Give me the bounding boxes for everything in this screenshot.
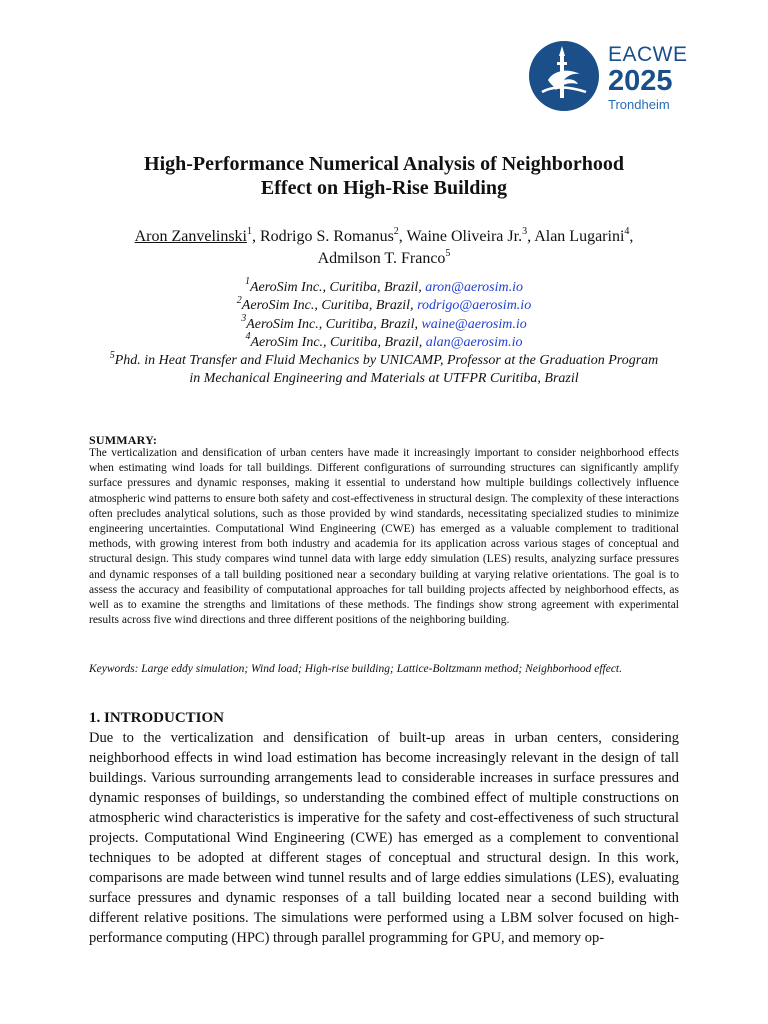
affil-text: AeroSim Inc., Curitiba, Brazil, xyxy=(241,298,418,314)
email-link[interactable]: rodrigo@aerosim.io xyxy=(417,298,532,314)
author-name: Rodrigo S. Romanus xyxy=(260,228,394,245)
summary-body: The verticalization and densification of urban centers have made it increasingly important to consider neighborhood effects when estimating wind loads for tall buildings. Different configurations of surrounding structures can significantly amplify surface pressures and dynamic responses, making it essential to understand how multiple buildings collectively influence atmospheric wind patterns to ensure both safety and cost-effectiveness in structural design. The complexity of these interactions often precludes analytical solutions, such as those provided by wind standards, necessitating specialized studies to minimize engineering uncertainties. Computational Wind Engineering (CWE) has emerged as a valuable complement to traditional methods, with growing interest from both industry and academia for its application across various stages of conceptual and structural design. This study compares wind tunnel data with large eddy simulation (LES) results, analyzing surface pressures and dynamic responses of a tall building positioned near a secondary building at varying relative orientations. The goal is to assess the accuracy and feasibility of computational approaches for tall building projects affected by neighborhood effects, as well as to examine the strengths and limitations of these methods. The findings show strong agreement with experimental results across five wind directions and three different positions of the neighboring building. xyxy=(89,447,679,627)
affiliation-item xyxy=(84,294,684,315)
logo-conference-name: EACWE xyxy=(608,43,688,66)
affil-marker: 2 xyxy=(236,294,242,306)
paper-title xyxy=(84,152,684,200)
affil-marker: 5 xyxy=(109,349,115,361)
email-link[interactable]: alan@aerosim.io xyxy=(425,334,523,350)
affil-text: Phd. in Heat Transfer and Fluid Mechanics by UNICAMP, Professor at the Graduation Program xyxy=(114,353,659,369)
author-separator: , xyxy=(398,228,407,245)
affiliation-item xyxy=(84,276,684,297)
affil-marker: 4 xyxy=(245,331,251,343)
affil-text: AeroSim Inc., Curitiba, Brazil, xyxy=(246,316,422,332)
introduction-body: Due to the verticalization and densification of built-up areas in urban centers, considering neighborhood effects in wind load estimation has become increasingly relevant in the design of tall buildings. Various surrounding arrangements lead to considerable increases in surface pressures and dynamic responses of buildings, so understanding the combined effect of multiple constructions on atmospheric wind characteristics is imperative for the safety and cost-effectiveness of such structural projects. Computational Wind Engineering (CWE) has emerged as a complement to conventional techniques to be adopted at different stages of conceptual and structural design. In this work, comparisons are made between wind tunnel results and of large eddies simulations (LES), evaluating surface pressures and dynamic responses of a tall building located near a second building with different relative positions. The simulations were performed using a LBM solver focused on high-performance computing (HPC) through parallel programming for GPU, and memory op- xyxy=(89,730,679,946)
title-line-2: Effect on High-Rise Building xyxy=(260,177,508,199)
author-name: Aron Zanvelinski xyxy=(134,228,247,245)
email-link[interactable]: waine@aerosim.io xyxy=(421,316,527,332)
affiliation-item xyxy=(84,331,684,352)
email-link[interactable]: aron@aerosim.io xyxy=(425,280,524,295)
author-separator: , xyxy=(629,228,634,245)
logo-year: 2025 xyxy=(608,65,673,97)
author-name: Waine Oliveira Jr. xyxy=(406,228,523,245)
affiliation-item-continued: in Mechanical Engineering and Materials at UTFPR Curitiba, Brazil xyxy=(189,371,579,387)
author-affil-marker: 5 xyxy=(445,247,451,259)
author-name: Admilson T. Franco xyxy=(317,250,446,267)
author-separator: , xyxy=(527,228,535,245)
summary-heading: SUMMARY: xyxy=(89,433,158,447)
affiliation-item xyxy=(84,312,684,334)
author-list xyxy=(84,226,684,270)
keywords-line: Keywords: Large eddy simulation; Wind load; High-rise building; Lattice-Boltzmann method; Neighborhood effect. xyxy=(89,663,622,675)
section-heading-introduction: 1. INTRODUCTION xyxy=(89,710,225,726)
author-separator: , xyxy=(252,228,260,245)
author-affil-marker: 4 xyxy=(624,225,630,237)
title-line-1: High-Performance Numerical Analysis of Neighborhood xyxy=(144,153,624,175)
affiliation-list xyxy=(84,276,684,389)
affil-marker: 1 xyxy=(244,276,250,288)
affil-text: AeroSim Inc., Curitiba, Brazil, xyxy=(249,280,426,295)
conference-logo xyxy=(528,40,688,112)
affil-text: AeroSim Inc., Curitiba, Brazil, xyxy=(250,334,426,350)
logo-city: Trondheim xyxy=(608,97,670,112)
author-affil-marker: 2 xyxy=(393,225,399,237)
affil-marker: 3 xyxy=(241,312,247,324)
author-name: Alan Lugarini xyxy=(534,228,625,245)
trondheim-tower-wave-icon xyxy=(528,40,600,112)
affiliation-item xyxy=(84,349,684,370)
author-affil-marker: 1 xyxy=(247,225,252,237)
author-affil-marker: 3 xyxy=(522,225,528,237)
